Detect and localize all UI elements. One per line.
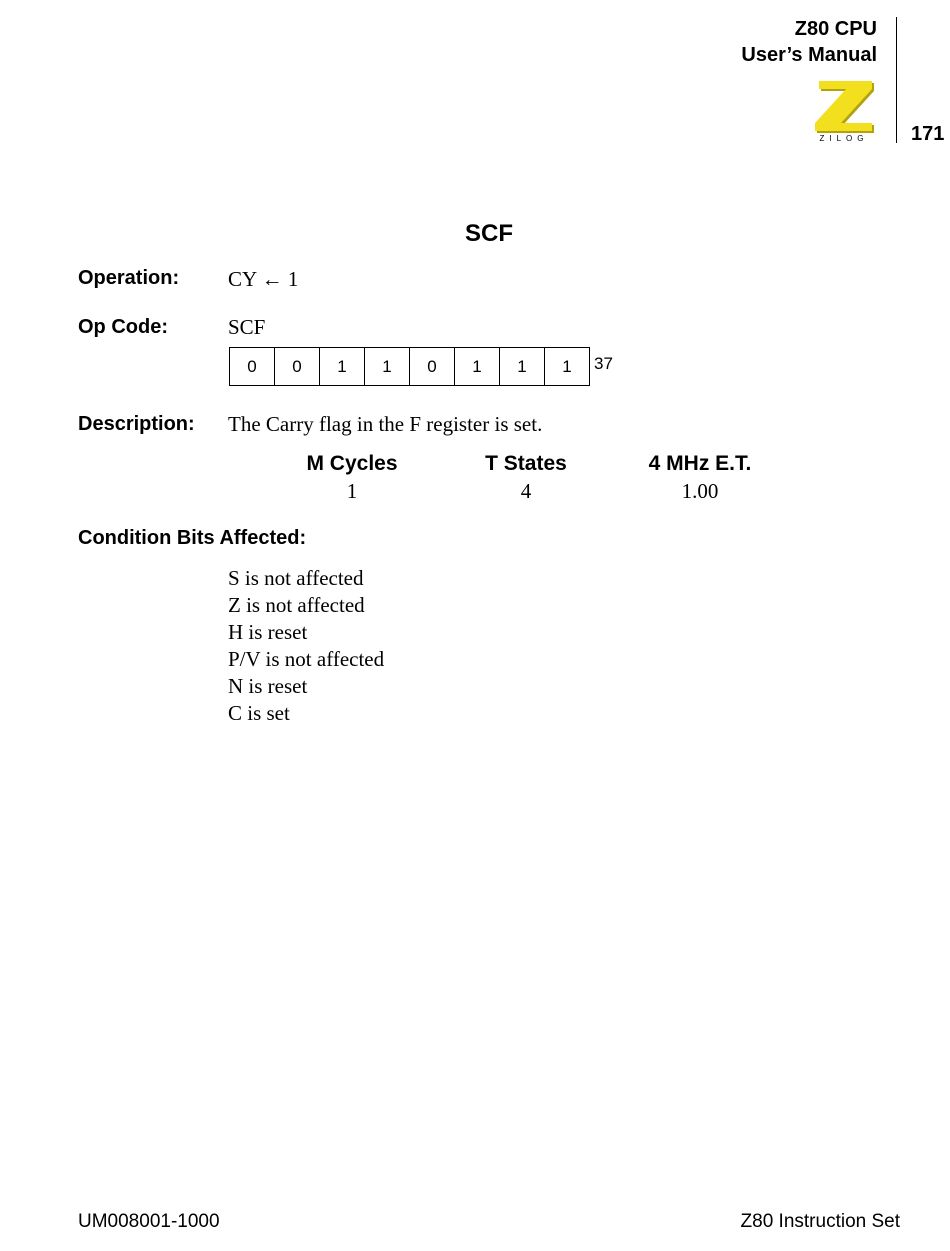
opcode-bit: 0 <box>410 348 455 386</box>
opcode-bit-row <box>230 348 590 386</box>
description-label: Description: <box>78 413 195 435</box>
opcode-hex-value: 37 <box>594 354 613 373</box>
timing-value-t-states: 4 <box>520 479 532 503</box>
condition-bit-item: C is set <box>228 701 290 725</box>
header-divider <box>896 17 897 143</box>
opcode-label: Op Code: <box>78 316 168 338</box>
timing-header-t-states: T States <box>485 452 567 475</box>
zilog-logo <box>808 71 880 143</box>
condition-bit-item: P/V is not affected <box>228 647 385 671</box>
description-text: The Carry flag in the F register is set. <box>228 412 543 436</box>
opcode-bit: 1 <box>500 348 545 386</box>
opcode-bit: 1 <box>545 348 590 386</box>
condition-bit-item: N is reset <box>228 674 308 698</box>
svg-text:ZILOG: ZILOG <box>819 134 869 143</box>
timing-header-execution-time: 4 MHz E.T. <box>648 452 752 475</box>
condition-bit-item: Z is not affected <box>228 593 365 617</box>
opcode-bit: 1 <box>365 348 410 386</box>
timing-header-m-cycles: M Cycles <box>306 452 398 475</box>
condition-bit-item: H is reset <box>228 620 308 644</box>
running-header <box>741 16 877 68</box>
operation-value: CY ← 1 <box>228 267 299 291</box>
opcode-bit-table <box>229 347 590 386</box>
opcode-bit: 0 <box>230 348 275 386</box>
opcode-bit: 1 <box>320 348 365 386</box>
header-manual: User’s Manual <box>741 44 877 66</box>
operation-label: Operation: <box>78 267 180 289</box>
condition-bits-list <box>228 565 384 727</box>
timing-value-execution-time: 1.00 <box>681 479 719 503</box>
header-product: Z80 CPU <box>794 18 877 40</box>
opcode-mnemonic: SCF <box>228 315 266 339</box>
condition-bit-item: S is not affected <box>228 566 364 590</box>
opcode-bit: 1 <box>455 348 500 386</box>
footer-document-id: UM008001-1000 <box>78 1211 220 1232</box>
page-number: 171 <box>911 123 945 145</box>
condition-bits-label: Condition Bits Affected: <box>78 527 307 549</box>
footer-section-name: Z80 Instruction Set <box>740 1211 900 1232</box>
opcode-bit: 0 <box>275 348 320 386</box>
instruction-mnemonic-title: SCF <box>465 220 513 247</box>
timing-value-m-cycles: 1 <box>346 479 358 503</box>
